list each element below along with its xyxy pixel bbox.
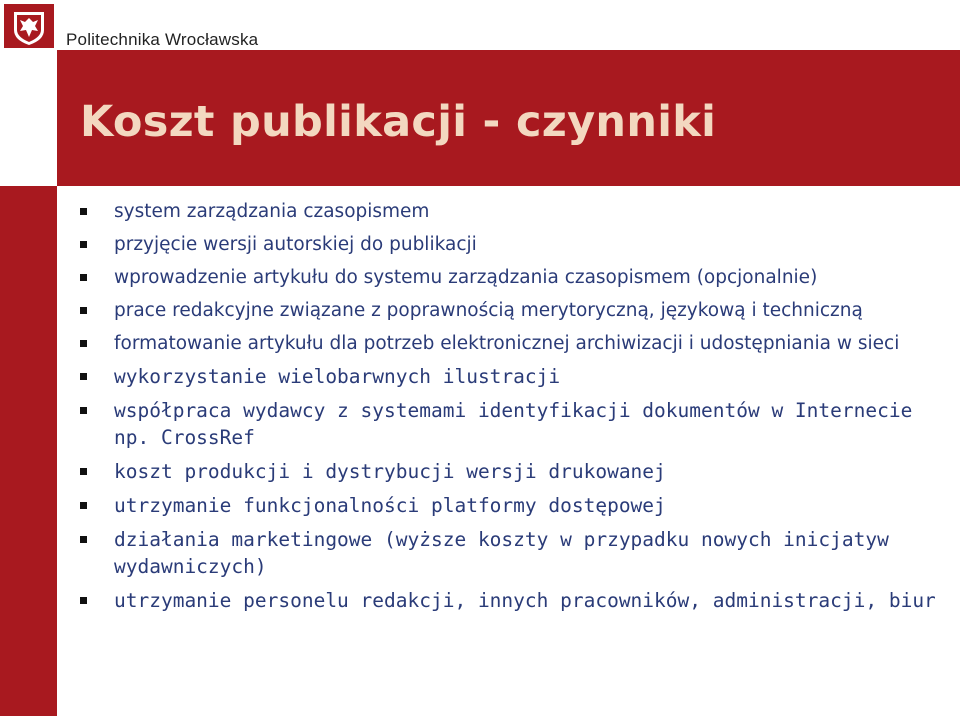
list-item-text: działania marketingowe (wyższe koszty w przypadku nowych inicjatyw wydawniczych) [114,528,889,578]
square-bullet-icon [80,241,87,248]
bullet-list [80,198,950,621]
list-item [80,264,950,291]
eagle-crest-icon [4,4,54,48]
square-bullet-icon [80,468,87,475]
list-item [80,458,950,485]
square-bullet-icon [80,274,87,281]
list-item-text: wykorzystanie wielobarwnych ilustracji [114,365,561,388]
square-bullet-icon [80,307,87,314]
list-item [80,492,950,519]
list-item-text: przyjęcie wersji autorskiej do publikacji [114,234,477,255]
list-item-text: współpraca wydawcy z systemami identyfikacji dokumentów w Internecie np. CrossRef [114,399,913,449]
list-item [80,363,950,390]
university-logo [4,4,54,48]
square-bullet-icon [80,407,87,414]
square-bullet-icon [80,208,87,215]
list-item [80,198,950,225]
list-item [80,330,950,357]
square-bullet-icon [80,502,87,509]
square-bullet-icon [80,536,87,543]
list-item-text: utrzymanie personelu redakcji, innych pracowników, administracji, biur [114,589,936,612]
list-item [80,231,950,258]
square-bullet-icon [80,597,87,604]
list-item-text: system zarządzania czasopismem [114,201,430,222]
list-item [80,397,950,451]
list-item [80,587,950,614]
list-item-text: wprowadzenie artykułu do systemu zarządzania czasopismem (opcjonalnie) [114,267,818,288]
list-item-text: utrzymanie funkcjonalności platformy dostępowej [114,494,666,517]
list-item [80,297,950,324]
square-bullet-icon [80,340,87,347]
slide-title: Koszt publikacji - czynniki [80,97,717,147]
list-item-text: prace redakcyjne związane z poprawnością merytoryczną, językową i techniczną [114,300,863,321]
university-name: Politechnika Wrocławska [66,30,259,49]
list-item-text: formatowanie artykułu dla potrzeb elektronicznej archiwizacji i udostępniania w sieci [114,333,900,354]
list-item-text: koszt produkcji i dystrybucji wersji drukowanej [114,460,666,483]
square-bullet-icon [80,373,87,380]
list-item [80,526,950,580]
left-accent-strip [0,186,57,716]
header-bar [0,0,960,50]
